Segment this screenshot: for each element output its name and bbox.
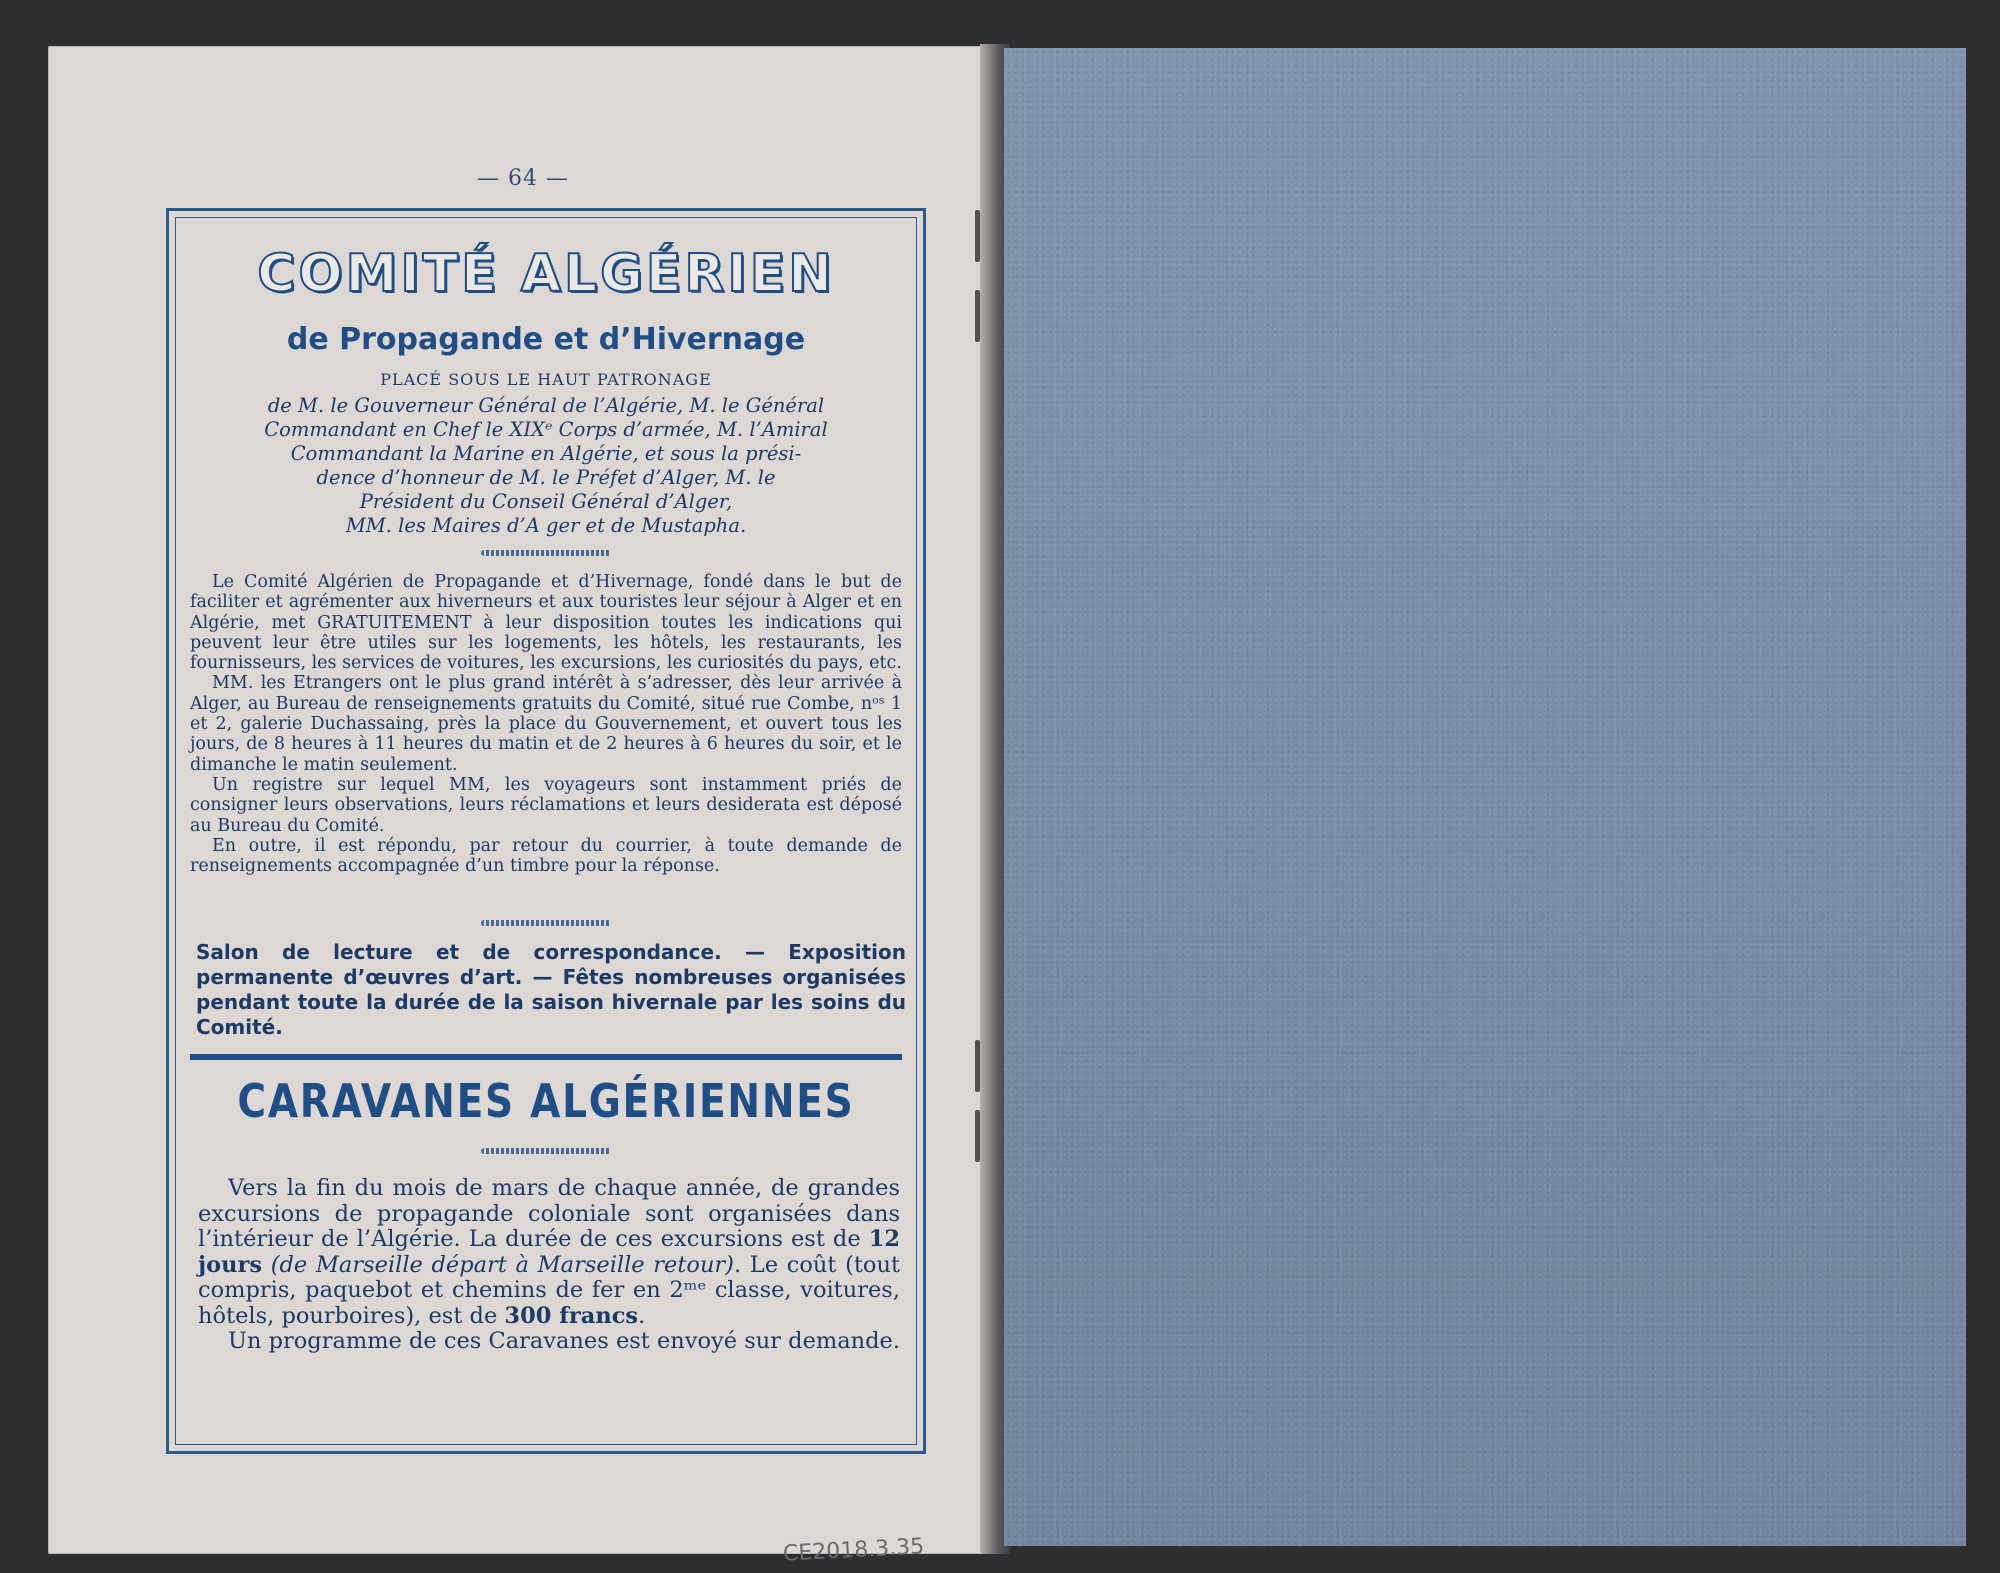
patronage-heading: PLACÉ SOUS LE HAUT PATRONAGE — [380, 370, 712, 389]
section-rule — [190, 1054, 902, 1060]
intro-paragraph: En outre, il est répondu, par retour du courrier, à toute demande de renseignements accompagnée d’un timbre pour la réponse. — [190, 835, 902, 877]
left-page — [48, 46, 998, 1567]
caravanes-text — [198, 1176, 900, 1355]
price-value: 300 francs — [504, 1302, 639, 1329]
intro-paragraph: MM. les Etrangers ont le plus grand intérêt à s’adresser, dès leur arrivée à Alger, au Bureau de renseignements gratuits du Comité, situé rue Combe, nᵒˢ 1 et 2, galerie Duchassaing, près la place du Gouvernement, et ouvert tous les jours, de 8 heures à 11 heures du matin et de 2 heures à 6 heures du soir, et le dimanche le matin seulement. — [190, 673, 902, 775]
committee-title: COMITÉ ALGÉRIEN — [257, 244, 835, 304]
advertisement-frame — [166, 208, 926, 1454]
blue-back-cover — [1004, 48, 1966, 1546]
patronage-line: dence d’honneur de M. le Préfet d’Alger, M. le — [316, 466, 776, 489]
intro-paragraph: Un registre sur lequel MM, les voyageurs sont instamment priés de consigner leurs observations, leurs réclamations et leurs desiderata est déposé au Bureau du Comité. — [190, 774, 902, 836]
page-number: — 64 — — [477, 166, 569, 191]
advertisement-inner-frame — [175, 217, 917, 1445]
caravanes-paragraph: Un programme de ces Caravanes est envoyé sur demande. — [228, 1328, 901, 1354]
ornamental-divider — [481, 550, 611, 556]
caravanes-paragraph: Vers la fin du mois de mars de chaque année, de grandes excursions de propagande coloniale sont organisées dans l’intérieur de l’Algérie. La durée de ces excursions est de 12 jours (de Marseille départ à Marseille retour). Le coût (tout compris, paquebot et chemins de fer en 2ᵐᵉ classe, voitures, hôtels, pourboires), est de 300 francs. — [198, 1175, 900, 1329]
ornamental-divider — [481, 920, 611, 926]
patronage-line: MM. les Maires d’A ger et de Mustapha. — [345, 514, 747, 537]
shelfmark-annotation: CE2018.3.35 — [782, 1534, 925, 1567]
staple — [975, 210, 980, 262]
patronage-text — [200, 394, 892, 538]
staple — [975, 1040, 980, 1092]
salon-text: Salon de lecture et de correspondance. — Exposition permanente d’œuvres d’art. — Fêtes nombreuses organisées pendant toute la durée de la saison hivernale par les soins du Comité. — [196, 940, 906, 1039]
ornamental-divider — [481, 1148, 611, 1154]
staple — [975, 1110, 980, 1162]
patronage-line: Commandant la Marine en Algérie, et sous la prési- — [290, 442, 802, 465]
caravanes-title: CARAVANES ALGÉRIENNES — [237, 1074, 855, 1128]
committee-intro-text — [190, 572, 902, 876]
duration-value: 12 jours — [198, 1226, 900, 1278]
staple — [975, 290, 980, 342]
patronage-line: Président du Conseil Général d’Alger, — [359, 490, 733, 513]
committee-subtitle: de Propagande et d’Hivernage — [286, 322, 806, 357]
intro-paragraph: Le Comité Algérien de Propagande et d’Hivernage, fondé dans le but de faciliter et agrémenter aux hiverneurs et aux touristes leur séjour à Alger et en Algérie, met GRATUITEMENT à leur disposition toutes les indications qui peuvent leur être utiles sur les logements, les hôtels, les restaurants, les fournisseurs, les services de voitures, les excursions, les curiosités du pays, etc. — [190, 572, 902, 674]
patronage-line: Commandant en Chef le XIXᵉ Corps d’armée, M. l’Amiral — [264, 418, 828, 441]
patronage-line: de M. le Gouverneur Général de l’Algérie, M. le Général — [267, 394, 825, 417]
